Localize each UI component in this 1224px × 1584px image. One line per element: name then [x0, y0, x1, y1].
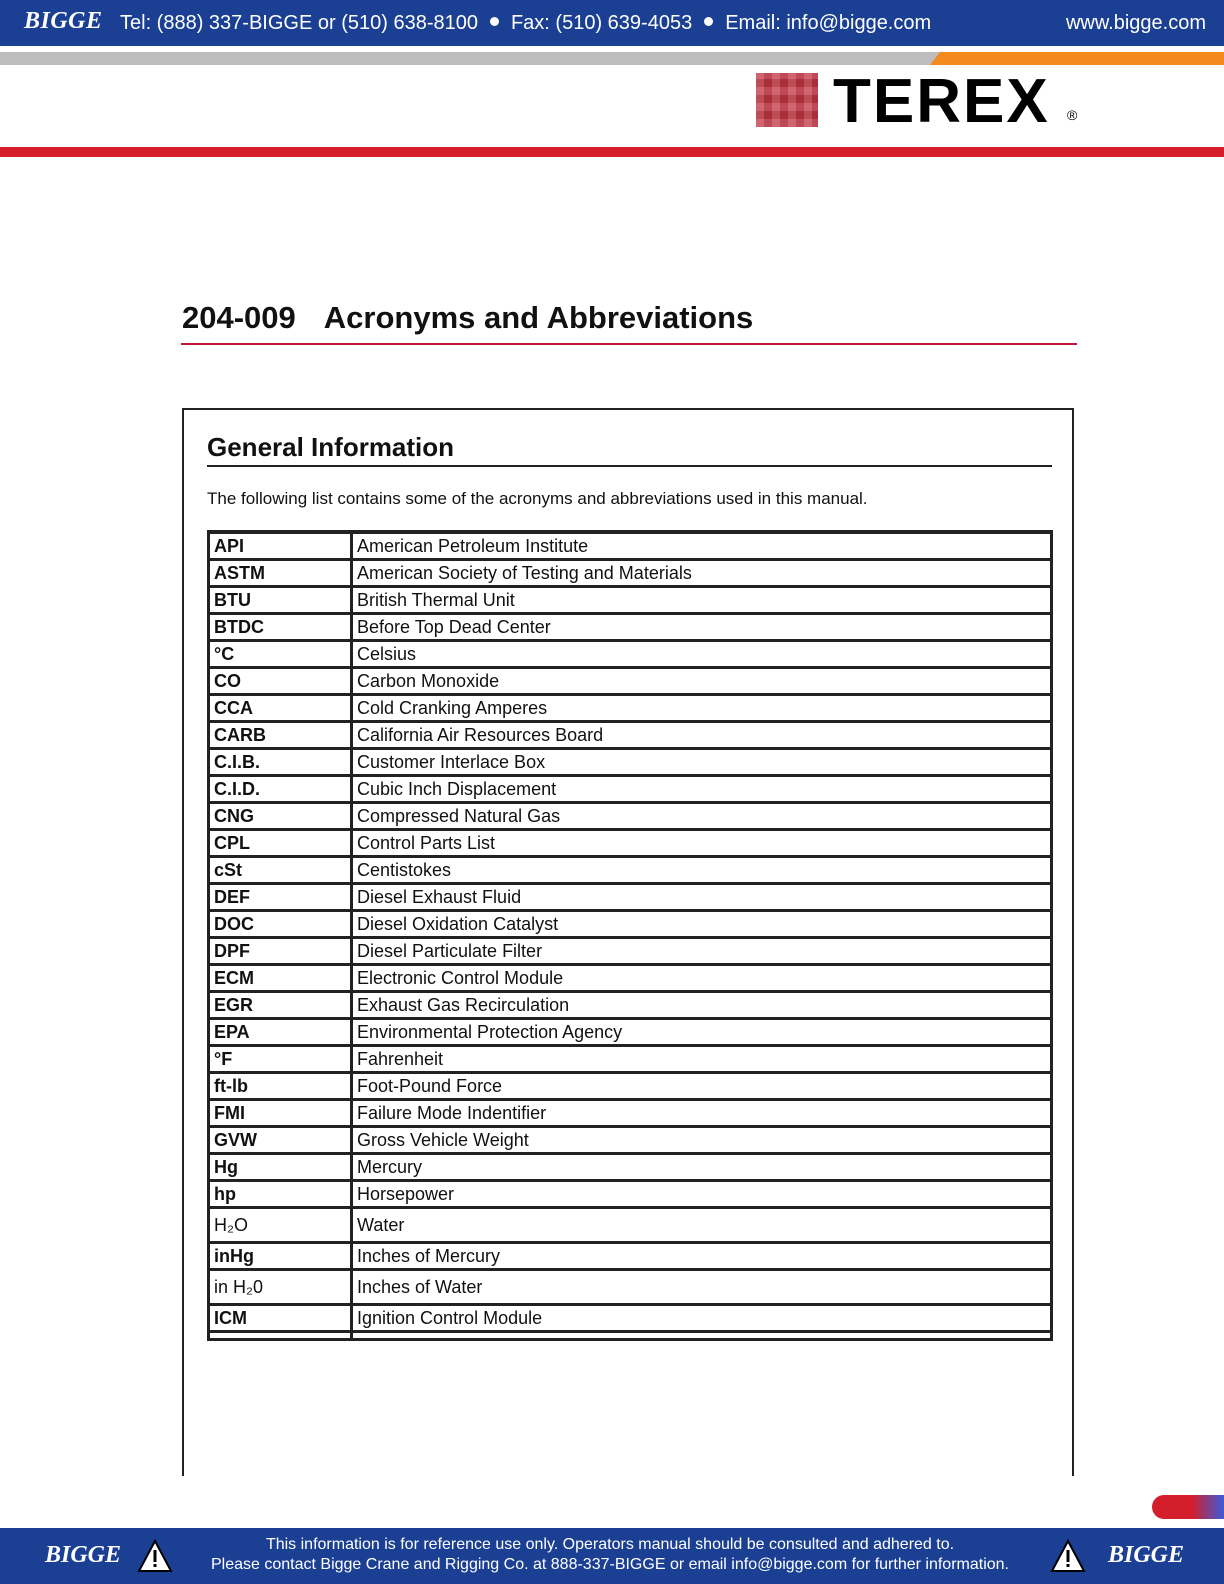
acronym-cell: FMI: [209, 1099, 352, 1126]
registered-mark: ®: [1067, 107, 1078, 123]
acronym-cell: EGR: [209, 991, 352, 1018]
red-divider: [0, 147, 1224, 157]
table-row: [209, 667, 1051, 694]
table-row: [209, 532, 1051, 559]
acronym-cell: DPF: [209, 937, 352, 964]
footer-bigge-logo-right: BIGGE: [1108, 1542, 1185, 1568]
terex-logo-text: TEREX: [833, 67, 1050, 136]
definition-cell: Mercury: [352, 1153, 1051, 1180]
table-row: [209, 1207, 1051, 1242]
acronym-cell: inHg: [209, 1242, 352, 1269]
footer-contact: Please contact Bigge Crane and Rigging Co. at 888-337-BIGGE or email info@bigge.com for further information.: [211, 1556, 1009, 1573]
fax-number: Fax: (510) 639-4053: [510, 12, 693, 34]
table-row: [209, 559, 1051, 586]
email-address[interactable]: Email: info@bigge.com: [725, 12, 932, 34]
acronym-cell: C.I.D.: [209, 775, 352, 802]
bullet-icon: [490, 17, 499, 26]
section-title: Acronyms and Abbreviations: [323, 300, 754, 335]
table-continuation-row: [209, 1331, 1051, 1339]
table-row: [209, 802, 1051, 829]
section-heading: General Information: [207, 432, 455, 462]
definition-cell: Cold Cranking Amperes: [352, 694, 1051, 721]
table-row: [209, 748, 1051, 775]
definition-cell: Centistokes: [352, 856, 1051, 883]
definition-cell: Diesel Oxidation Catalyst: [352, 910, 1051, 937]
acronym-cell: API: [209, 532, 352, 559]
title-underline: [181, 343, 1077, 345]
definition-cell: Carbon Monoxide: [352, 667, 1051, 694]
empty-cell: [209, 1331, 352, 1339]
definition-cell: Control Parts List: [352, 829, 1051, 856]
definition-cell: Ignition Control Module: [352, 1304, 1051, 1331]
heading-underline: [207, 465, 1052, 467]
definition-cell: Before Top Dead Center: [352, 613, 1051, 640]
definition-cell: Exhaust Gas Recirculation: [352, 991, 1051, 1018]
table-row: [209, 1180, 1051, 1207]
side-tab[interactable]: [1152, 1495, 1224, 1519]
footer-bar: [0, 1528, 1224, 1584]
acronym-table: [207, 530, 1053, 1341]
definition-cell: Compressed Natural Gas: [352, 802, 1051, 829]
footer-disclaimer: This information is for reference use only. Operators manual should be consulted and adhered to.: [265, 1536, 955, 1553]
table-row: [209, 964, 1051, 991]
definition-cell: Cubic Inch Displacement: [352, 775, 1051, 802]
acronym-cell: DEF: [209, 883, 352, 910]
table-row: [209, 937, 1051, 964]
table-row: [209, 613, 1051, 640]
definition-cell: California Air Resources Board: [352, 721, 1051, 748]
acronym-cell: CNG: [209, 802, 352, 829]
acronym-cell: GVW: [209, 1126, 352, 1153]
top-header-bar: [0, 0, 1224, 46]
acronym-cell: H₂O: [209, 1207, 352, 1242]
empty-cell: [352, 1331, 1051, 1339]
acronym-cell: Hg: [209, 1153, 352, 1180]
table-row: [209, 1018, 1051, 1045]
warning-icon: [137, 1539, 173, 1573]
page-title: [182, 300, 753, 336]
acronym-cell: EPA: [209, 1018, 352, 1045]
acronym-cell: BTDC: [209, 613, 352, 640]
acronym-cell: cSt: [209, 856, 352, 883]
table-row: [209, 775, 1051, 802]
acronym-cell: ICM: [209, 1304, 352, 1331]
table-row: [209, 1269, 1051, 1304]
acronym-cell: °C: [209, 640, 352, 667]
contact-info: [120, 12, 931, 35]
definition-cell: Gross Vehicle Weight: [352, 1126, 1051, 1153]
acronym-cell: DOC: [209, 910, 352, 937]
table-row: [209, 829, 1051, 856]
website-link[interactable]: www.bigge.com: [1065, 12, 1206, 34]
acronym-cell: ASTM: [209, 559, 352, 586]
definition-cell: Horsepower: [352, 1180, 1051, 1207]
terex-logo-emblem: [756, 73, 818, 127]
table-row: [209, 910, 1051, 937]
definition-cell: Inches of Water: [352, 1269, 1051, 1304]
bullet-icon: [704, 17, 713, 26]
acronym-cell: CPL: [209, 829, 352, 856]
definition-cell: American Petroleum Institute: [352, 532, 1051, 559]
phone-number: Tel: (888) 337-BIGGE or (510) 638-8100: [120, 12, 478, 34]
acronym-cell: ECM: [209, 964, 352, 991]
definition-cell: Fahrenheit: [352, 1045, 1051, 1072]
table-row: [209, 1045, 1051, 1072]
definition-cell: Foot-Pound Force: [352, 1072, 1051, 1099]
table-row: [209, 1153, 1051, 1180]
acronym-cell: CO: [209, 667, 352, 694]
definition-cell: American Society of Testing and Materials: [352, 559, 1051, 586]
table-row: [209, 1304, 1051, 1331]
table-row: [209, 721, 1051, 748]
definition-cell: Water: [352, 1207, 1051, 1242]
table-row: [209, 640, 1051, 667]
acronym-cell: hp: [209, 1180, 352, 1207]
acronym-cell: ft-lb: [209, 1072, 352, 1099]
table-row: [209, 1099, 1051, 1126]
definition-cell: Diesel Exhaust Fluid: [352, 883, 1051, 910]
definition-cell: Celsius: [352, 640, 1051, 667]
acronym-cell: CCA: [209, 694, 352, 721]
gray-stripe: [0, 52, 940, 65]
definition-cell: Diesel Particulate Filter: [352, 937, 1051, 964]
table-row: [209, 856, 1051, 883]
definition-cell: Failure Mode Indentifier: [352, 1099, 1051, 1126]
acronym-cell: BTU: [209, 586, 352, 613]
table-row: [209, 883, 1051, 910]
definition-cell: British Thermal Unit: [352, 586, 1051, 613]
definition-cell: Environmental Protection Agency: [352, 1018, 1051, 1045]
acronym-cell: C.I.B.: [209, 748, 352, 775]
acronym-cell: °F: [209, 1045, 352, 1072]
table-row: [209, 586, 1051, 613]
warning-icon: [1050, 1539, 1086, 1573]
bigge-logo: BIGGE: [24, 8, 103, 34]
orange-stripe: [930, 52, 1224, 65]
footer-bigge-logo-left: BIGGE: [45, 1542, 122, 1568]
acronym-cell: CARB: [209, 721, 352, 748]
table-row: [209, 1242, 1051, 1269]
table-row: [209, 991, 1051, 1018]
table-row: [209, 694, 1051, 721]
acronym-cell: in H₂0: [209, 1269, 352, 1304]
intro-text: The following list contains some of the acronyms and abbreviations used in this manual.: [207, 489, 868, 508]
section-number: 204-009: [182, 300, 296, 335]
definition-cell: Customer Interlace Box: [352, 748, 1051, 775]
table-row: [209, 1126, 1051, 1153]
definition-cell: Inches of Mercury: [352, 1242, 1051, 1269]
definition-cell: Electronic Control Module: [352, 964, 1051, 991]
table-row: [209, 1072, 1051, 1099]
